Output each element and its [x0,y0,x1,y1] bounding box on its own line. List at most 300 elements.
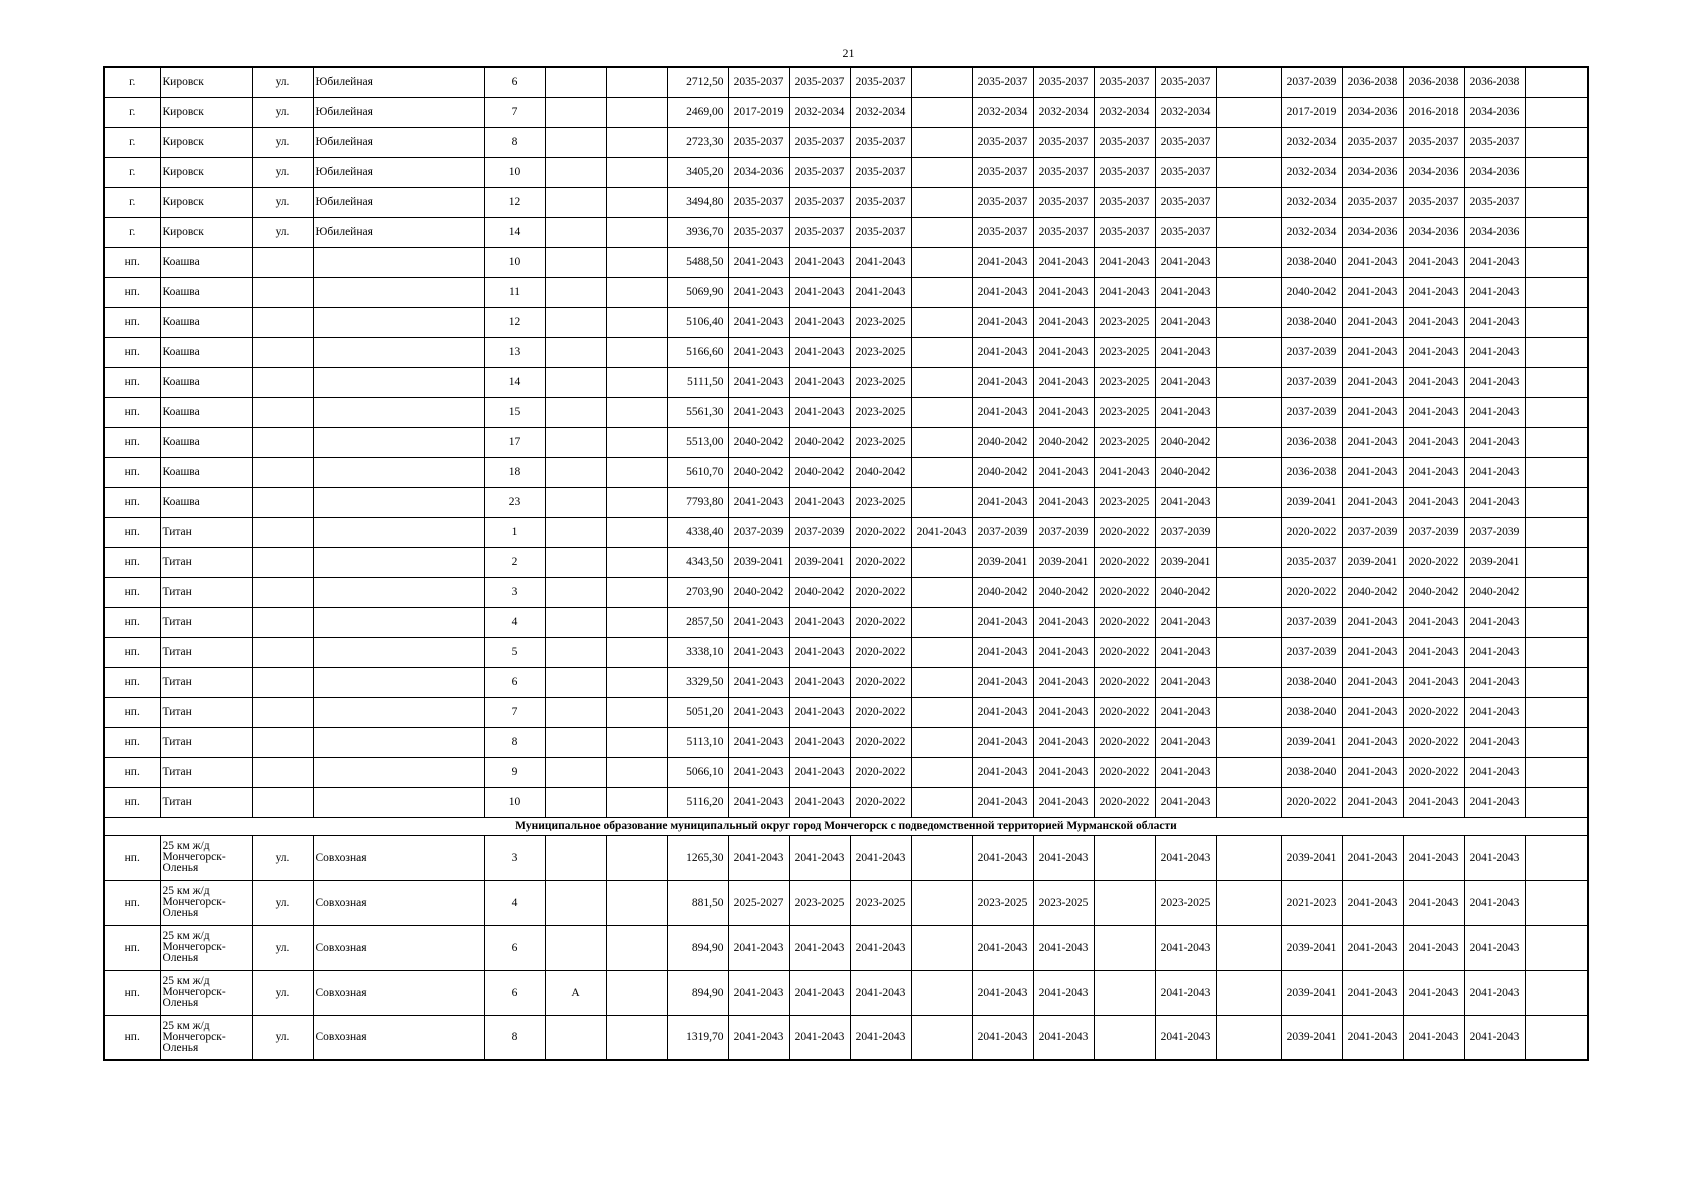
cell-house-number: 6 [484,667,545,697]
cell-building-block [606,547,667,577]
cell-period-2: 2023-2025 [789,880,850,925]
cell-building-letter [545,787,606,817]
cell-house-number: 6 [484,925,545,970]
cell-period-10: 2037-2039 [1281,67,1342,97]
cell-house-number: 7 [484,697,545,727]
cell-settlement-name: 25 км ж/д Мончегорск-Оленья [160,1015,252,1060]
cell-period-3: 2020-2022 [850,667,911,697]
cell-period-12: 2041-2043 [1403,397,1464,427]
cell-building-block [606,457,667,487]
cell-period-14 [1525,697,1588,727]
cell-period-10: 2032-2034 [1281,217,1342,247]
cell-street-name [313,637,484,667]
cell-period-12: 2041-2043 [1403,1015,1464,1060]
cell-period-10: 2038-2040 [1281,697,1342,727]
cell-period-4 [911,970,972,1015]
cell-street-name [313,487,484,517]
cell-settlement-name: Титан [160,577,252,607]
cell-period-1: 2035-2037 [728,187,789,217]
housing-repair-schedule-table [103,66,1589,1061]
cell-period-14 [1525,457,1588,487]
cell-period-4 [911,397,972,427]
cell-settlement-type: нп. [104,577,160,607]
cell-period-11: 2041-2043 [1342,607,1403,637]
cell-settlement-name: Титан [160,667,252,697]
cell-period-13: 2036-2038 [1464,67,1525,97]
table-row [104,337,1588,367]
cell-period-12: 2041-2043 [1403,787,1464,817]
cell-settlement-type: нп. [104,637,160,667]
cell-period-6: 2041-2043 [1033,367,1094,397]
cell-period-11: 2041-2043 [1342,880,1403,925]
cell-period-13: 2040-2042 [1464,577,1525,607]
cell-building-letter [545,517,606,547]
cell-building-letter [545,397,606,427]
cell-period-1: 2039-2041 [728,547,789,577]
cell-period-1: 2040-2042 [728,427,789,457]
cell-building-block [606,970,667,1015]
cell-period-5: 2041-2043 [972,925,1033,970]
cell-total-area: 5116,20 [667,787,728,817]
cell-period-7: 2020-2022 [1094,607,1155,637]
cell-street-type: ул. [252,217,313,247]
cell-period-2: 2035-2037 [789,217,850,247]
cell-period-7: 2023-2025 [1094,307,1155,337]
cell-period-5: 2041-2043 [972,667,1033,697]
cell-street-name [313,397,484,427]
cell-total-area: 3405,20 [667,157,728,187]
cell-period-8: 2041-2043 [1155,1015,1216,1060]
cell-period-7 [1094,1015,1155,1060]
cell-period-8: 2035-2037 [1155,157,1216,187]
cell-street-type: ул. [252,925,313,970]
cell-settlement-name: Кировск [160,187,252,217]
cell-settlement-name: Коашва [160,397,252,427]
cell-total-area: 2703,90 [667,577,728,607]
cell-period-4 [911,637,972,667]
cell-settlement-name: Кировск [160,157,252,187]
cell-period-5: 2041-2043 [972,307,1033,337]
cell-period-8: 2040-2042 [1155,457,1216,487]
cell-period-11: 2041-2043 [1342,697,1403,727]
cell-period-1: 2041-2043 [728,667,789,697]
cell-period-12: 2041-2043 [1403,607,1464,637]
cell-building-block [606,757,667,787]
cell-period-3: 2035-2037 [850,127,911,157]
cell-period-8: 2041-2043 [1155,367,1216,397]
cell-period-1: 2041-2043 [728,607,789,637]
cell-period-7: 2020-2022 [1094,757,1155,787]
cell-period-11: 2041-2043 [1342,427,1403,457]
cell-period-3: 2020-2022 [850,577,911,607]
cell-house-number: 5 [484,637,545,667]
cell-period-2: 2041-2043 [789,247,850,277]
cell-period-6: 2037-2039 [1033,517,1094,547]
cell-settlement-name: 25 км ж/д Мончегорск-Оленья [160,880,252,925]
cell-settlement-name: 25 км ж/д Мончегорск-Оленья [160,835,252,880]
cell-total-area: 3338,10 [667,637,728,667]
cell-period-14 [1525,577,1588,607]
cell-settlement-type: нп. [104,880,160,925]
cell-period-2: 2032-2034 [789,97,850,127]
cell-building-block [606,577,667,607]
cell-total-area: 4343,50 [667,547,728,577]
cell-period-8: 2035-2037 [1155,67,1216,97]
cell-period-4 [911,157,972,187]
cell-period-11: 2034-2036 [1342,217,1403,247]
cell-period-1: 2035-2037 [728,127,789,157]
table-row [104,187,1588,217]
cell-period-1: 2041-2043 [728,247,789,277]
cell-total-area: 2712,50 [667,67,728,97]
cell-period-14 [1525,397,1588,427]
cell-period-12: 2041-2043 [1403,247,1464,277]
cell-house-number: 3 [484,835,545,880]
cell-period-14 [1525,787,1588,817]
cell-total-area: 894,90 [667,925,728,970]
cell-period-13: 2041-2043 [1464,337,1525,367]
cell-period-5: 2040-2042 [972,577,1033,607]
cell-period-8: 2041-2043 [1155,835,1216,880]
cell-building-letter [545,247,606,277]
cell-building-letter [545,757,606,787]
cell-period-12: 2036-2038 [1403,67,1464,97]
cell-building-block [606,367,667,397]
cell-period-11: 2041-2043 [1342,757,1403,787]
table-row [104,880,1588,925]
cell-period-5: 2032-2034 [972,97,1033,127]
cell-period-4 [911,727,972,757]
cell-building-letter [545,427,606,457]
cell-period-12: 2020-2022 [1403,757,1464,787]
cell-period-9 [1216,787,1281,817]
cell-period-4 [911,97,972,127]
cell-period-9 [1216,835,1281,880]
cell-house-number: 14 [484,367,545,397]
cell-total-area: 5561,30 [667,397,728,427]
cell-period-8: 2023-2025 [1155,880,1216,925]
cell-period-5: 2041-2043 [972,487,1033,517]
cell-building-letter [545,337,606,367]
cell-period-13: 2041-2043 [1464,397,1525,427]
cell-period-1: 2041-2043 [728,637,789,667]
cell-period-3: 2020-2022 [850,607,911,637]
cell-period-3: 2020-2022 [850,757,911,787]
cell-period-3: 2035-2037 [850,67,911,97]
cell-period-11: 2041-2043 [1342,787,1403,817]
cell-period-9 [1216,637,1281,667]
cell-period-11: 2041-2043 [1342,457,1403,487]
cell-building-block [606,127,667,157]
cell-period-10: 2038-2040 [1281,757,1342,787]
cell-settlement-type: нп. [104,757,160,787]
cell-period-9 [1216,247,1281,277]
cell-period-9 [1216,187,1281,217]
cell-period-1: 2041-2043 [728,397,789,427]
cell-settlement-type: г. [104,157,160,187]
table-row [104,637,1588,667]
cell-period-8: 2040-2042 [1155,427,1216,457]
cell-settlement-type: нп. [104,487,160,517]
cell-street-name: Совхозная [313,880,484,925]
table-row [104,925,1588,970]
table-row [104,427,1588,457]
cell-period-14 [1525,67,1588,97]
cell-period-5: 2041-2043 [972,727,1033,757]
cell-building-letter [545,277,606,307]
cell-period-11: 2041-2043 [1342,727,1403,757]
cell-settlement-type: нп. [104,517,160,547]
cell-period-12: 2020-2022 [1403,547,1464,577]
cell-building-letter: А [545,970,606,1015]
cell-period-9 [1216,697,1281,727]
cell-period-13: 2041-2043 [1464,787,1525,817]
table-row [104,277,1588,307]
cell-period-4 [911,697,972,727]
cell-period-4 [911,757,972,787]
cell-settlement-name: Титан [160,607,252,637]
cell-street-type [252,547,313,577]
cell-period-13: 2041-2043 [1464,307,1525,337]
cell-period-10: 2036-2038 [1281,427,1342,457]
table-row [104,787,1588,817]
cell-period-14 [1525,637,1588,667]
cell-total-area: 5066,10 [667,757,728,787]
cell-settlement-name: Титан [160,727,252,757]
table-row [104,607,1588,637]
cell-period-1: 2041-2043 [728,487,789,517]
cell-period-2: 2041-2043 [789,337,850,367]
cell-period-7 [1094,925,1155,970]
cell-period-3: 2020-2022 [850,517,911,547]
cell-period-9 [1216,925,1281,970]
cell-period-9 [1216,757,1281,787]
cell-period-14 [1525,157,1588,187]
cell-building-block [606,880,667,925]
cell-period-9 [1216,337,1281,367]
cell-settlement-name: 25 км ж/д Мончегорск-Оленья [160,970,252,1015]
cell-period-10: 2038-2040 [1281,247,1342,277]
cell-period-8: 2041-2043 [1155,925,1216,970]
table-row [104,547,1588,577]
cell-street-type: ул. [252,67,313,97]
cell-period-14 [1525,217,1588,247]
cell-period-1: 2041-2043 [728,835,789,880]
cell-period-13: 2041-2043 [1464,427,1525,457]
cell-period-14 [1525,607,1588,637]
cell-total-area: 5610,70 [667,457,728,487]
cell-period-7: 2041-2043 [1094,277,1155,307]
cell-building-block [606,1015,667,1060]
cell-period-10: 2035-2037 [1281,547,1342,577]
cell-settlement-name: Коашва [160,487,252,517]
cell-building-letter [545,67,606,97]
cell-period-11: 2034-2036 [1342,97,1403,127]
cell-period-14 [1525,970,1588,1015]
cell-building-letter [545,637,606,667]
cell-settlement-type: нп. [104,277,160,307]
cell-period-14 [1525,667,1588,697]
cell-period-8: 2041-2043 [1155,277,1216,307]
table-row [104,307,1588,337]
cell-period-7: 2035-2037 [1094,157,1155,187]
cell-street-name: Совхозная [313,1015,484,1060]
cell-period-11: 2041-2043 [1342,637,1403,667]
cell-building-letter [545,667,606,697]
cell-street-type [252,277,313,307]
cell-period-3: 2041-2043 [850,247,911,277]
cell-settlement-type: нп. [104,697,160,727]
cell-house-number: 4 [484,607,545,637]
cell-period-4 [911,547,972,577]
cell-house-number: 10 [484,247,545,277]
cell-building-block [606,697,667,727]
cell-building-block [606,67,667,97]
cell-period-11: 2037-2039 [1342,517,1403,547]
cell-period-10: 2021-2023 [1281,880,1342,925]
cell-period-9 [1216,547,1281,577]
table-row [104,487,1588,517]
cell-period-14 [1525,835,1588,880]
cell-period-2: 2041-2043 [789,277,850,307]
cell-period-3: 2041-2043 [850,835,911,880]
cell-building-block [606,427,667,457]
cell-period-2: 2041-2043 [789,1015,850,1060]
table-row [104,217,1588,247]
cell-street-name: Юбилейная [313,157,484,187]
cell-street-type: ул. [252,835,313,880]
cell-period-3: 2020-2022 [850,787,911,817]
cell-period-1: 2041-2043 [728,277,789,307]
cell-period-9 [1216,607,1281,637]
cell-house-number: 6 [484,970,545,1015]
cell-period-14 [1525,247,1588,277]
cell-period-9 [1216,970,1281,1015]
cell-settlement-type: нп. [104,247,160,277]
cell-period-4 [911,277,972,307]
cell-period-8: 2041-2043 [1155,667,1216,697]
cell-house-number: 7 [484,97,545,127]
table-row [104,247,1588,277]
cell-period-6: 2035-2037 [1033,127,1094,157]
cell-period-5: 2035-2037 [972,187,1033,217]
cell-period-11: 2034-2036 [1342,157,1403,187]
cell-period-13: 2034-2036 [1464,97,1525,127]
cell-building-letter [545,607,606,637]
cell-period-13: 2041-2043 [1464,835,1525,880]
cell-settlement-type: нп. [104,667,160,697]
cell-street-type [252,787,313,817]
cell-period-12: 2041-2043 [1403,457,1464,487]
cell-street-name: Совхозная [313,970,484,1015]
cell-period-5: 2040-2042 [972,457,1033,487]
cell-period-4 [911,127,972,157]
cell-period-14 [1525,880,1588,925]
cell-period-14 [1525,97,1588,127]
cell-period-9 [1216,427,1281,457]
cell-house-number: 12 [484,307,545,337]
cell-building-letter [545,217,606,247]
cell-period-7: 2020-2022 [1094,547,1155,577]
cell-street-name [313,547,484,577]
cell-period-1: 2041-2043 [728,970,789,1015]
cell-street-name [313,337,484,367]
cell-period-6: 2041-2043 [1033,457,1094,487]
table-row [104,397,1588,427]
cell-street-type: ул. [252,1015,313,1060]
cell-period-7: 2020-2022 [1094,697,1155,727]
cell-settlement-type: нп. [104,367,160,397]
cell-period-2: 2035-2037 [789,157,850,187]
cell-period-10: 2039-2041 [1281,925,1342,970]
cell-settlement-type: нп. [104,970,160,1015]
cell-period-12: 2041-2043 [1403,307,1464,337]
cell-street-type: ул. [252,127,313,157]
cell-period-3: 2023-2025 [850,307,911,337]
cell-street-type [252,727,313,757]
cell-building-block [606,637,667,667]
cell-building-block [606,97,667,127]
cell-street-type [252,427,313,457]
cell-house-number: 1 [484,517,545,547]
cell-period-7: 2023-2025 [1094,487,1155,517]
cell-period-9 [1216,367,1281,397]
cell-settlement-type: нп. [104,337,160,367]
table-row [104,367,1588,397]
cell-settlement-type: нп. [104,457,160,487]
cell-period-6: 2041-2043 [1033,970,1094,1015]
cell-period-14 [1525,277,1588,307]
cell-street-name: Юбилейная [313,217,484,247]
cell-period-10: 2039-2041 [1281,1015,1342,1060]
cell-period-6: 2041-2043 [1033,247,1094,277]
cell-period-4 [911,787,972,817]
cell-building-letter [545,97,606,127]
cell-period-10: 2032-2034 [1281,187,1342,217]
cell-period-12: 2041-2043 [1403,637,1464,667]
cell-period-6: 2039-2041 [1033,547,1094,577]
cell-period-13: 2041-2043 [1464,247,1525,277]
cell-street-name [313,427,484,457]
cell-period-6: 2041-2043 [1033,925,1094,970]
cell-period-2: 2041-2043 [789,307,850,337]
cell-house-number: 10 [484,157,545,187]
cell-period-11: 2041-2043 [1342,1015,1403,1060]
cell-building-letter [545,487,606,517]
cell-period-11: 2041-2043 [1342,835,1403,880]
cell-house-number: 8 [484,727,545,757]
cell-period-2: 2041-2043 [789,727,850,757]
cell-building-block [606,925,667,970]
cell-period-1: 2041-2043 [728,757,789,787]
cell-period-5: 2037-2039 [972,517,1033,547]
cell-period-7: 2035-2037 [1094,127,1155,157]
cell-period-10: 2037-2039 [1281,607,1342,637]
cell-period-7: 2041-2043 [1094,247,1155,277]
cell-period-6: 2041-2043 [1033,607,1094,637]
cell-settlement-name: Коашва [160,337,252,367]
cell-period-4 [911,835,972,880]
page-number: 21 [842,46,855,60]
cell-street-type [252,667,313,697]
cell-period-2: 2037-2039 [789,517,850,547]
cell-period-14 [1525,127,1588,157]
table-body-monchegorsk [104,835,1588,1060]
cell-period-13: 2041-2043 [1464,607,1525,637]
cell-period-2: 2035-2037 [789,187,850,217]
cell-period-13: 2041-2043 [1464,757,1525,787]
cell-period-11: 2041-2043 [1342,925,1403,970]
